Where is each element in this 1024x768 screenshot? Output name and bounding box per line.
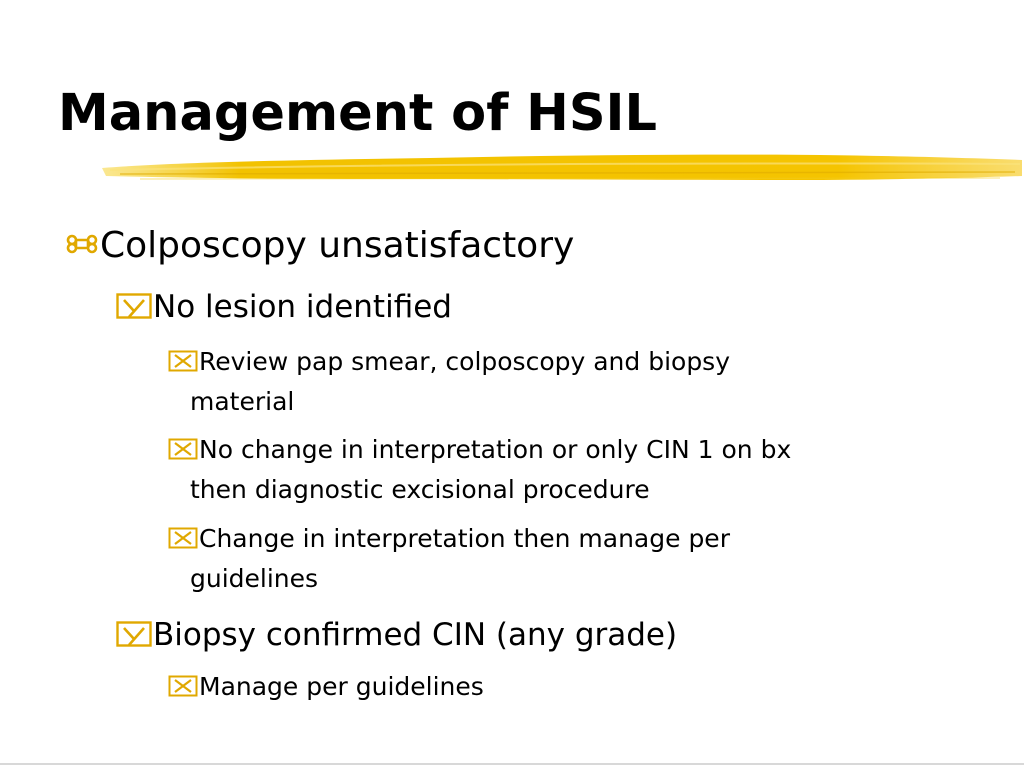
bullet-text-continued: then diagnostic excisional procedure — [190, 475, 650, 504]
bullet-biopsy-confirmed-cin — [116, 614, 677, 656]
bullet-colposcopy-unsatisfactory — [64, 222, 574, 270]
command-icon — [64, 229, 100, 259]
title-underline-brushstroke — [100, 146, 1024, 188]
checkbox-y-icon — [116, 620, 153, 648]
checkbox-x-icon — [168, 675, 199, 697]
footer-divider — [0, 763, 1024, 765]
slide-title: Management of HSIL — [58, 84, 658, 143]
bullet-text-continued: material — [190, 387, 295, 416]
bullet-text: Change in interpretation then manage per — [199, 524, 730, 553]
bullet-text: Colposcopy unsatisfactory — [100, 225, 575, 266]
checkbox-y-icon — [116, 292, 153, 320]
checkbox-x-icon — [168, 350, 199, 372]
bullet-text: Manage per guidelines — [199, 672, 484, 701]
bullet-change-in-interpretation — [168, 519, 928, 599]
checkbox-x-icon — [168, 438, 199, 460]
checkbox-x-icon — [168, 527, 199, 549]
bullet-manage-per-guidelines — [168, 667, 928, 707]
bullet-text: No change in interpretation or only CIN 1 on bx — [199, 435, 792, 464]
bullet-text: Biopsy confirmed CIN (any grade) — [153, 617, 678, 653]
bullet-no-lesion-identified — [116, 286, 452, 328]
bullet-no-change-in-interpretation — [168, 430, 928, 510]
bullet-text-continued: guidelines — [190, 564, 319, 593]
bullet-text: No lesion identified — [153, 289, 452, 325]
bullet-text: Review pap smear, colposcopy and biopsy — [199, 347, 731, 376]
bullet-review-pap-smear — [168, 342, 928, 422]
